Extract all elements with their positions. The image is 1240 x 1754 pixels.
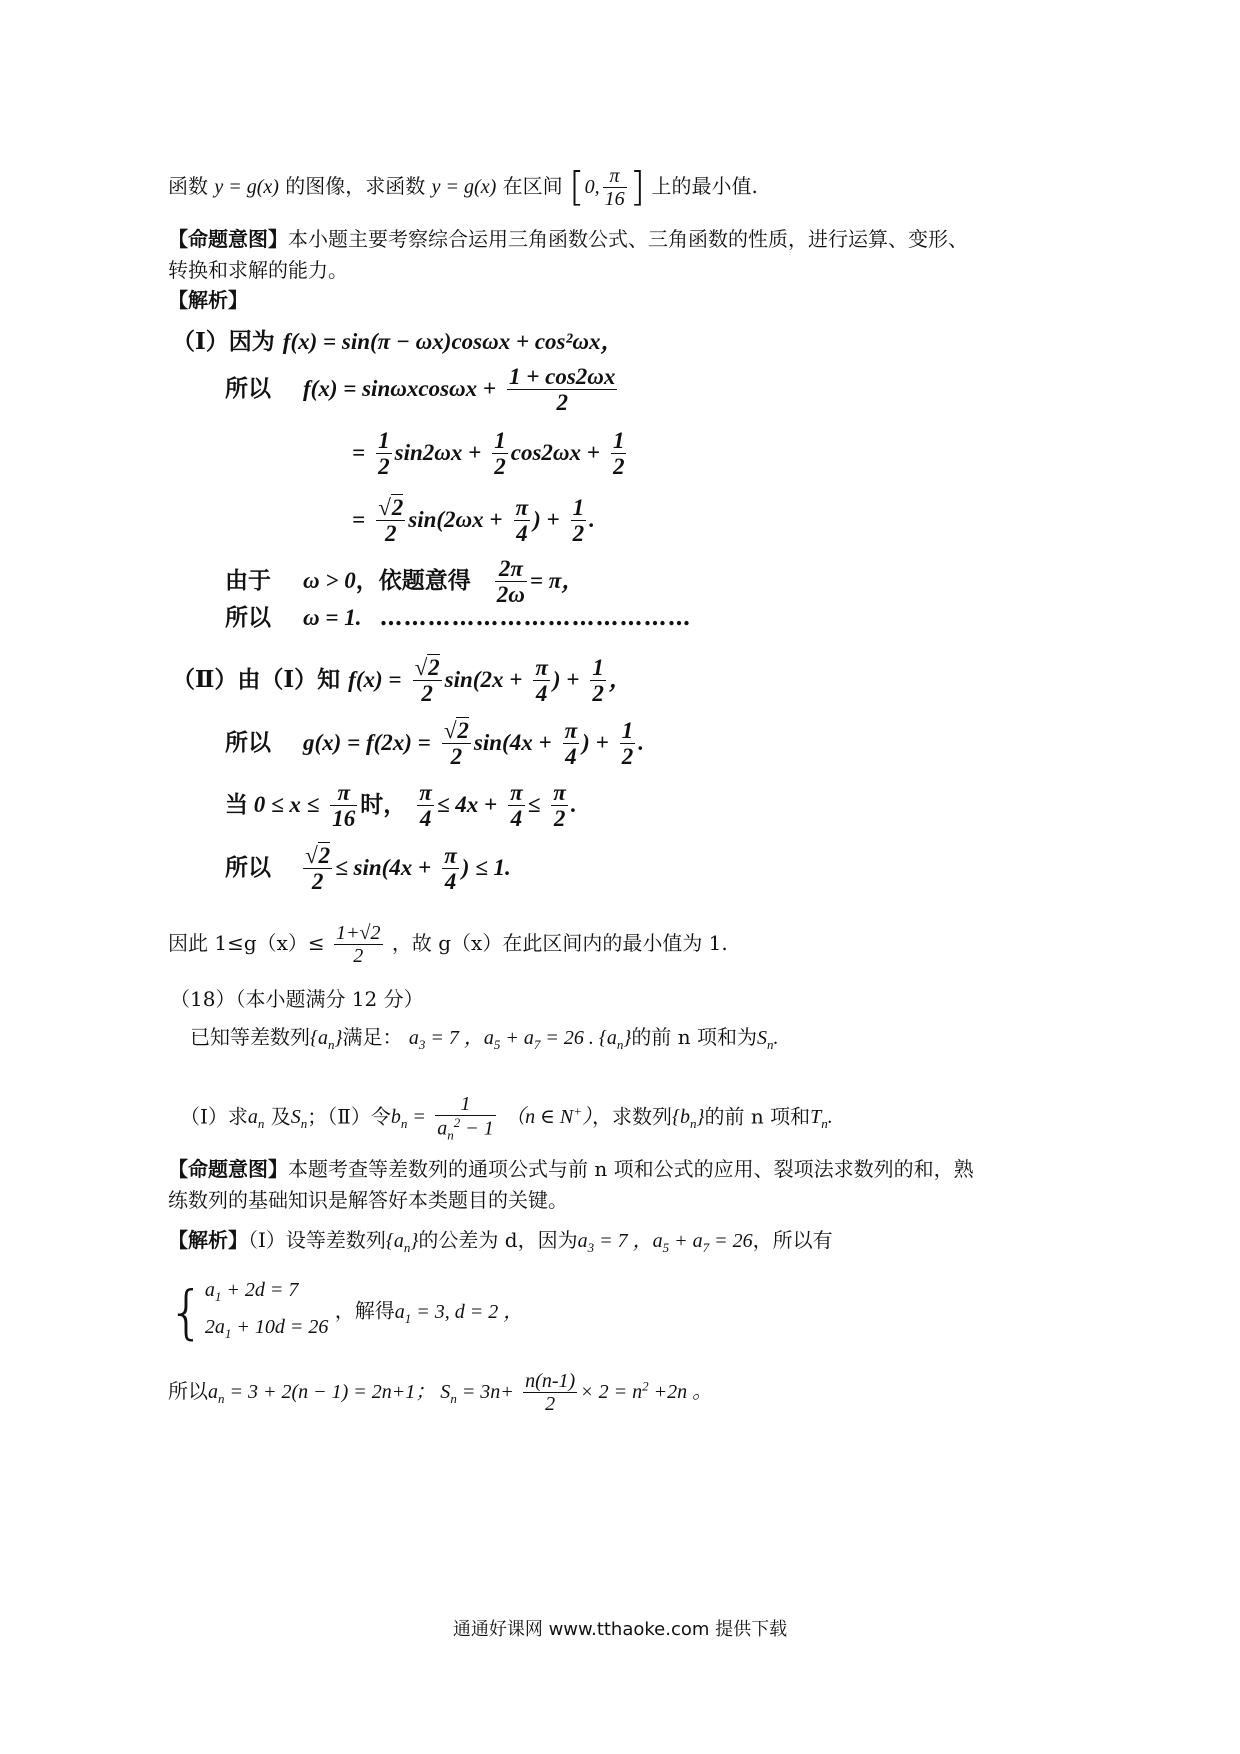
text: 所以 [225,853,271,881]
fraction: $\frac{\pi}{4}$ [444,843,457,895]
fraction: $\frac{1}{2}$ [494,428,506,480]
analysis-2 [168,1226,833,1262]
fraction: $\frac{√2}{2}$ [305,843,331,895]
text: 时， [360,790,407,818]
text: 的前 n 项和为 [631,1025,757,1049]
text: 在区间 [502,174,563,198]
denominator: 16 [604,188,625,210]
result-line [168,1370,712,1415]
fraction: $\frac{√2}{2}$ [443,718,469,770]
text: 所以 [168,1379,208,1403]
fraction: $\frac{\pi}{2}$ [553,780,566,832]
problem-18-header [170,985,424,1013]
sol-line-1 [172,328,624,356]
sol-line-9: 当 0 ≤ x ≤ $\frac{\pi}{16}$ 时， $\frac{\pi}{4}$ ≤ 4x + $\frac{\pi}{4}$ ≤ $\frac{\pi}{2}$ . [225,780,577,832]
math: = [352,506,366,532]
fraction: $\frac{2\pi}{2\omega}$ [496,556,525,608]
fraction: $\frac{\pi}{4}$ [515,495,529,547]
text: 由于 [225,566,271,594]
sol-line-8: 所以 g(x) = f(2x) = $\frac{√2}{2}$ sin(4x + $\frac{\pi}{4}$ ) + $\frac{1}{2}$ . [225,718,644,770]
text: ，所以有 [752,1228,833,1252]
text: ，解得 [334,1298,395,1323]
intent-label: 【命题意图】 [168,1157,288,1181]
intro-line [168,165,758,210]
math: ω = 1. [303,605,362,630]
sol-line-5: 由于 ω > 0，依题意得 $\frac{2\pi}{2\omega}$ = π， [225,556,585,608]
text: 所以 [225,728,271,756]
fraction: $\frac{1}{a_n^2 - 1}$ [437,1093,494,1143]
fraction: $\frac{1}{2}$ [592,655,604,707]
math: $a_n = 3 + 2(n - 1) = 2n+1$； $S_n = 3n+$ [208,1381,514,1406]
fraction: $\frac{1}{2}$ [612,428,625,480]
intent-label: 【命题意图】 [168,227,288,251]
math: $S_n$. [756,1027,779,1052]
fraction: $\frac{1}{2}$ [621,718,634,770]
text: 满足： [342,1025,403,1049]
math: × $2 = n^2 +2n$ 。 [580,1378,713,1403]
math: g(x) = f(2x) = [303,729,431,755]
math: f(x) = sin(π − ωx)cosωx + cos²ωx， [282,329,624,354]
text: 练数列的基础知识是解答好本类题目的关键。 [168,1188,568,1212]
sol-line-4: = $\frac{√2}{2}$ sin(2ωx + $\frac{\pi}{4}$ ) + $\frac{1}{2}$ . [352,495,595,547]
dotted-leader: ………………………………… [379,604,692,631]
problem-18-given [190,1023,778,1059]
math: f(x) = sinωxcosωx + [303,375,497,401]
text: （Ⅱ）由（Ⅰ）知 [172,665,341,693]
math: = [352,439,366,465]
analysis-1-label [168,286,248,314]
fraction: $\frac{1}{2}$ [572,495,585,547]
bracket: [ [568,164,585,211]
text: 的公差为 d，因为 [418,1228,578,1252]
numerator: π [603,165,627,188]
analysis-label: 【解析】 [168,1228,248,1252]
math: y = g(x) [214,176,279,198]
fraction: $\frac{√2}{2}$ [414,655,440,707]
footer [0,1615,1240,1641]
text: （Ⅰ）设等差数列 [248,1228,386,1252]
text: 所以 [225,604,271,631]
text: 已知等差数列 [190,1025,310,1049]
system: $a_1 + 2d = 7$ $2a_1 + 10d = 26$ [204,1279,329,1341]
fraction: $\frac{n(n-1)}{2}$ [525,1370,576,1415]
math: $a_n$ [247,1106,265,1132]
text: 因此 1≤g（x）≤ [168,931,325,955]
fraction [334,922,382,967]
text: 转换和求解的能力。 [168,258,348,282]
text: ，依题意得 [355,566,471,594]
intent-2 [168,1155,974,1183]
fraction [603,165,627,210]
text: 本题考查等差数列的通项公式与前 n 项和公式的应用、裂项法求数列的和，熟 [288,1157,974,1181]
math: $\{a_n\}$ [385,1230,419,1255]
text: （Ⅰ）求 [180,1104,248,1129]
text: 当 [225,790,248,818]
math: 0 ≤ x ≤ [248,791,320,817]
bracket: ] [629,164,646,211]
fraction: $\frac{\pi}{16}$ [332,780,356,832]
math: $S_n$ [290,1106,308,1132]
text: 【解析】 [168,288,248,312]
math: $a_3 = 7$ ，$a_5 + a_7 = 26$ [577,1230,753,1255]
sol-line-10: 所以 $\frac{√2}{2}$ ≤ sin(4x + $\frac{\pi}{4}$ ) ≤ 1. [225,843,511,895]
text: 及 [270,1104,291,1129]
sol-line-6 [225,604,692,632]
sol-line-2 [225,364,620,416]
fraction: $\frac{\pi}{4}$ [510,780,523,832]
fraction: $\frac{1}{2}$ [378,428,390,480]
denominator: 2 [353,945,364,967]
text: 本小题主要考察综合运用三角函数公式、三角函数的性质，进行运算、变形、 [288,227,968,251]
intent-2-cont [168,1186,568,1214]
text: 上的最小值. [651,174,758,198]
text: ，求数列 [592,1104,673,1129]
fraction: $\frac{√2}{2}$ [378,495,404,547]
math: （n ∈ N+） [505,1103,593,1129]
conclusion [168,922,728,967]
math: ω > 0 [303,567,356,593]
fraction: $\frac{\pi}{4}$ [564,718,578,770]
math: $a_1 = 3$, d = 2 ， [394,1300,524,1326]
fraction: $\frac{\pi}{4}$ [419,780,432,832]
text: （Ⅰ）因为 [172,328,275,355]
text: ，故 g（x）在此区间内的最小值为 1. [391,931,728,955]
text: 的图像，求函数 [285,174,426,198]
text: ；（Ⅱ）令 [307,1104,391,1129]
math: $T_n$. [810,1106,833,1132]
fraction: $\frac{1 + \cos 2\omega x}{2}$ [509,364,616,416]
problem-18-question [180,1093,833,1143]
text: 的前 n 项和 [704,1104,811,1129]
math: $\{a_n\}$ [310,1027,343,1052]
math: $\{b_n\}$ [672,1106,705,1132]
math: y = g(x) [431,176,497,198]
text: 函数 [168,174,208,198]
text: 所以 [225,374,271,402]
math: 0, [584,176,600,198]
equation-system [168,1275,523,1349]
intent-1 [168,225,968,253]
sol-line-3: = $\frac{1}{2}$ sin2ωx + $\frac{1}{2}$ cos2ωx + $\frac{1}{2}$ [352,428,625,480]
intent-1-cont [168,256,348,284]
math: $b_n$ = [390,1106,426,1132]
footer-text: 通通好课网 www.tthaoke.com 提供下载 [452,1619,788,1640]
brace: { [168,1278,205,1346]
sol-line-7: （Ⅱ）由（Ⅰ）知 f(x) = $\frac{√2}{2}$ sin(2x + $\frac{\pi}{4}$ ) + $\frac{1}{2}$ ， [172,655,632,707]
math: f(x) = [348,666,402,692]
numerator: 1+√2 [336,922,381,944]
text: （18）（本小题满分 12 分） [170,987,424,1011]
fraction: $\frac{\pi}{4}$ [535,655,548,707]
math: $a_3 = 7$ ，$a_5 + a_7 = 26$ . $\{a_n\}$ [408,1027,632,1052]
